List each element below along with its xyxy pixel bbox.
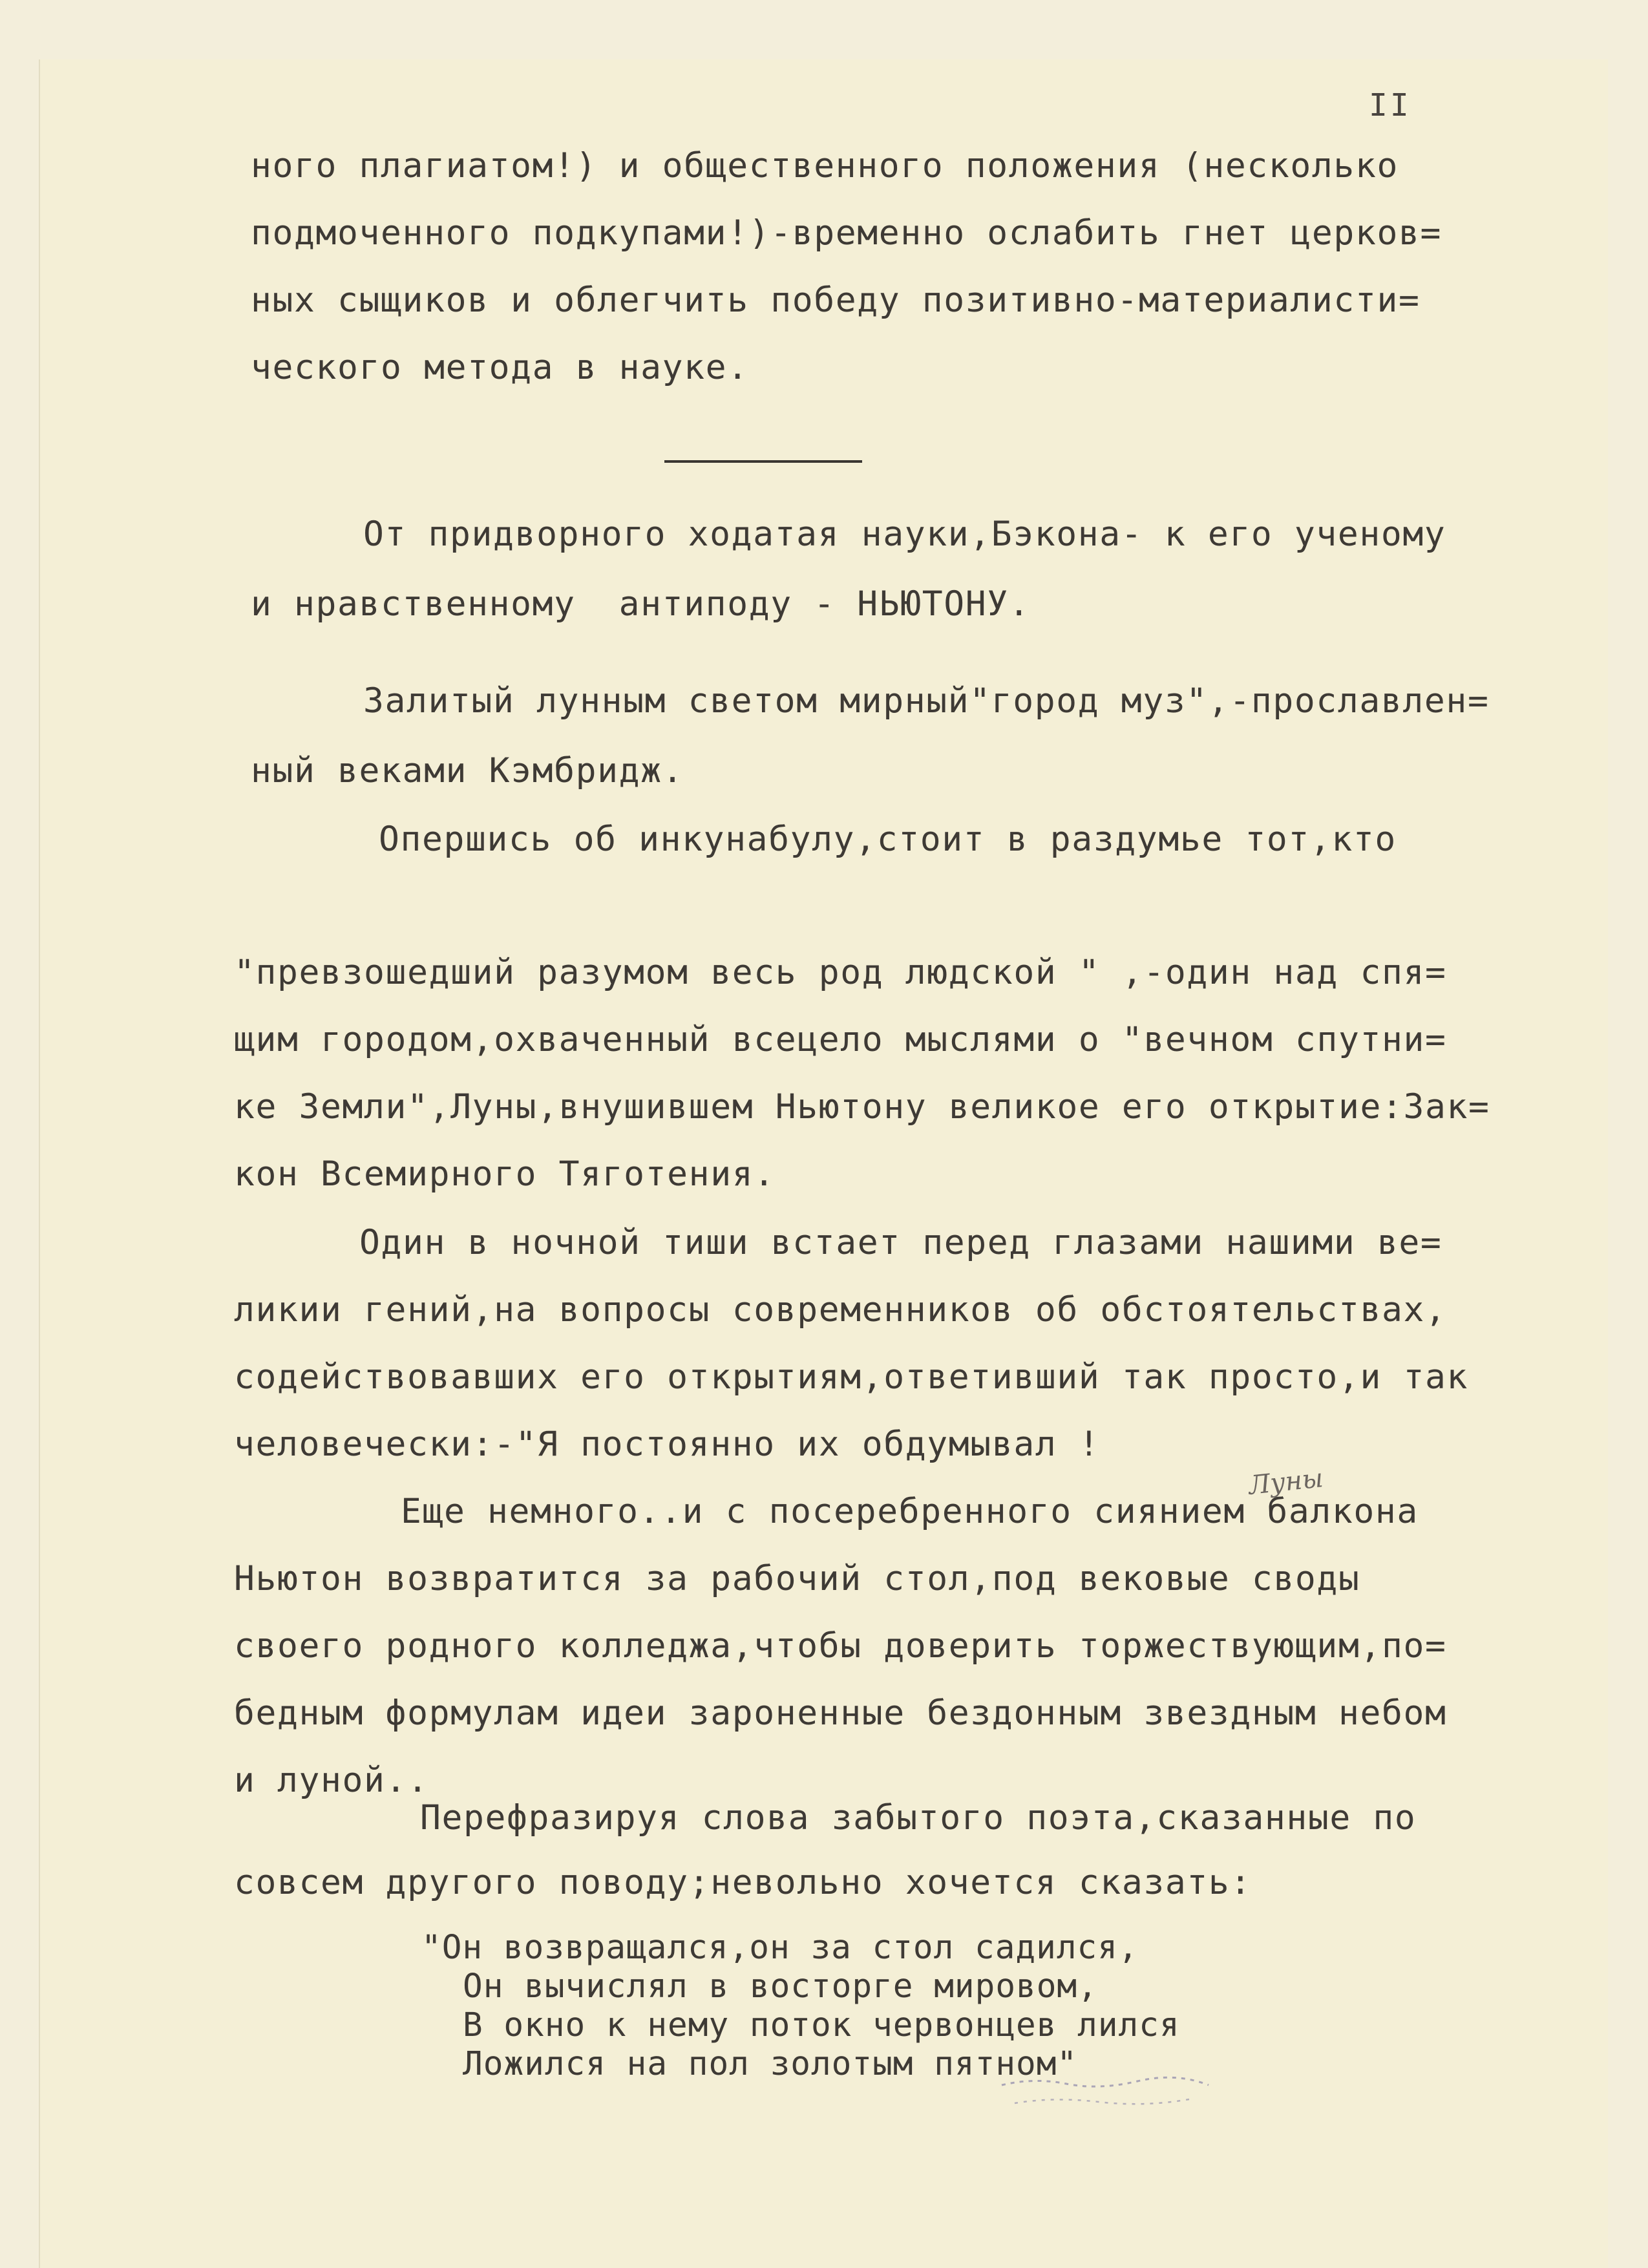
text-line: совсем другого поводу;невольно хочется сказать: xyxy=(234,1863,1252,1902)
text-line: Опершись об инкунабулу,стоит в раздумье тот,кто xyxy=(379,820,1397,859)
text-line: и луной.. xyxy=(234,1761,429,1800)
text-line: Один в ночной тиши встает перед глазами нашими ве= xyxy=(359,1223,1442,1262)
text-line: Ньютон возвратится за рабочий стол,под вековые своды xyxy=(234,1559,1360,1598)
text-line: Перефразируя слова забытого поэта,сказанные по xyxy=(420,1798,1417,1838)
text-line: бедным формулам идеи зароненные бездонным звездным небом xyxy=(234,1693,1447,1733)
verse-line: "Он возвращался,он за стол садился, xyxy=(421,1929,1139,1967)
text-line: ке Земли",Луны,внушившем Ньютону великое его открытие:Зак= xyxy=(234,1087,1490,1127)
text-line: ный веками Кэмбридж. xyxy=(251,751,684,790)
text-line: и нравственному антиподу - НЬЮТОНУ. xyxy=(251,584,1031,624)
text-line: щим городом,охваченный всецело мыслями о "вечном спутни= xyxy=(234,1020,1447,1059)
page-number: II xyxy=(1369,87,1411,123)
text-line: Залитый лунным светом мирный"город муз",-прославлен= xyxy=(363,681,1490,721)
text-line: кон Всемирного Тяготения. xyxy=(234,1154,776,1194)
section-divider xyxy=(664,460,862,463)
handwritten-annotation: Луны xyxy=(1247,1463,1325,1501)
text-line: ликии гений,на вопросы современников об обстоятельствах, xyxy=(234,1290,1447,1330)
text-line: подмоченного подкупами!)-временно ослабить гнет церков= xyxy=(251,213,1442,253)
text-line: ного плагиатом!) и общественного положения (несколько xyxy=(251,146,1399,185)
ink-smudge xyxy=(995,2066,1215,2117)
verse-line: В окно к нему поток червонцев лился xyxy=(463,2006,1180,2044)
text-line: "превзошедший разумом весь род людской " ,-один над спя= xyxy=(234,953,1447,992)
text-line: От придворного ходатая науки,Бэкона- к его ученому xyxy=(363,514,1446,554)
text-line: своего родного колледжа,чтобы доверить торжествующим,по= xyxy=(234,1626,1447,1666)
verse-line: Он вычислял в восторге мировом, xyxy=(463,1967,1098,2006)
text-line: человечески:-"Я постоянно их обдумывал ! xyxy=(234,1425,1101,1464)
text-line: Еще немного..и с посеребренного сиянием балкона xyxy=(401,1492,1419,1531)
text-line: ческого метода в науке. xyxy=(251,348,749,387)
text-line: ных сыщиков и облегчить победу позитивно-материалисти= xyxy=(251,281,1421,320)
verse-line: Ложился на пол золотым пятном" xyxy=(463,2045,1078,2083)
text-line: содействовавших его открытиям,ответивший так просто,и так xyxy=(234,1357,1468,1397)
